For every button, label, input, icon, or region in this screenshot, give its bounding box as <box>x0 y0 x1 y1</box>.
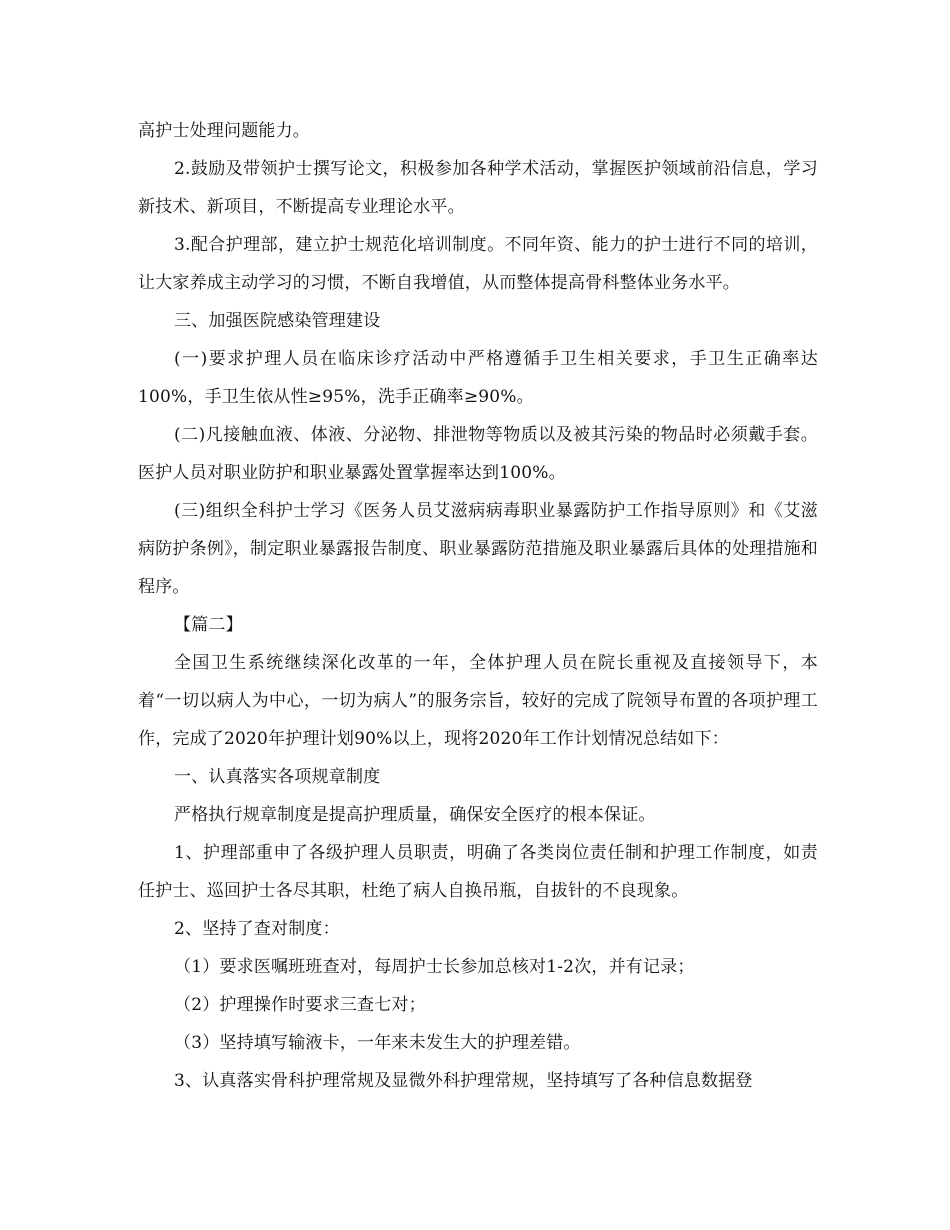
paragraph-item-3: 3.配合护理部，建立护士规范化培训制度。不同年资、能力的护士进行不同的培训，让大家养成主动学习的习惯，不断自我增值，从而整体提高骨科整体业务水平。 <box>138 235 818 293</box>
paragraph-nursing-routine: 3、认真落实骨科护理常规及显微外科护理常规，坚持填写了各种信息数据登 <box>174 1071 753 1091</box>
paragraph-item-2: 2.鼓励及带领护士撰写论文，积极参加各种学术活动，掌握医护领域前沿信息，学习新技术、新项目，不断提高专业理论水平。 <box>138 159 818 217</box>
list-item-check-1: （1）要求医嘱班班查对，每周护士长参加总核对1-2次，并有记录； <box>174 957 695 977</box>
paragraph-intro: 全国卫生系统继续深化改革的一年，全体护理人员在院长重视及直接领导下，本着“一切以病人为中心，一切为病人”的服务宗旨，较好的完成了院领导布置的各项护理工作，完成了2020年护理计划90%以上，现将2020年工作计划情况总结如下： <box>138 653 818 749</box>
section-heading-infection-control: 三、加强医院感染管理建设 <box>174 311 381 331</box>
part-heading-two: 【篇二】 <box>174 615 243 635</box>
paragraph-subitem-1: (一)要求护理人员在临床诊疗活动中严格遵循手卫生相关要求，手卫生正确率达100%，手卫生依从性≥95%，洗手正确率≥90%。 <box>138 349 818 407</box>
paragraph-duties: 1、护理部重申了各级护理人员职责，明确了各类岗位责任制和护理工作制度，如责任护士、巡回护士各尽其职，杜绝了病人自换吊瓶，自拔针的不良现象。 <box>138 843 818 901</box>
paragraph-subitem-3: (三)组织全科护士学习《医务人员艾滋病病毒职业暴露防护工作指导原则》和《艾滋病防护条例》，制定职业暴露报告制度、职业暴露防范措施及职业暴露后具体的处理措施和程序。 <box>138 501 818 597</box>
document-body <box>138 112 818 1100</box>
paragraph-continuation: 高护士处理问题能力。 <box>138 121 310 141</box>
section-heading-regulations: 一、认真落实各项规章制度 <box>174 767 381 787</box>
list-item-check-3: （3）坚持填写输液卡，一年来未发生大的护理差错。 <box>174 1033 581 1053</box>
paragraph-subitem-2: (二)凡接触血液、体液、分泌物、排泄物等物质以及被其污染的物品时必须戴手套。医护人员对职业防护和职业暴露处置掌握率达到100%。 <box>138 425 818 483</box>
paragraph-regulations-intro: 严格执行规章制度是提高护理质量，确保安全医疗的根本保证。 <box>174 805 656 825</box>
paragraph-check-system: 2、坚持了查对制度： <box>174 919 340 939</box>
list-item-check-2: （2）护理操作时要求三查七对； <box>174 995 426 1015</box>
